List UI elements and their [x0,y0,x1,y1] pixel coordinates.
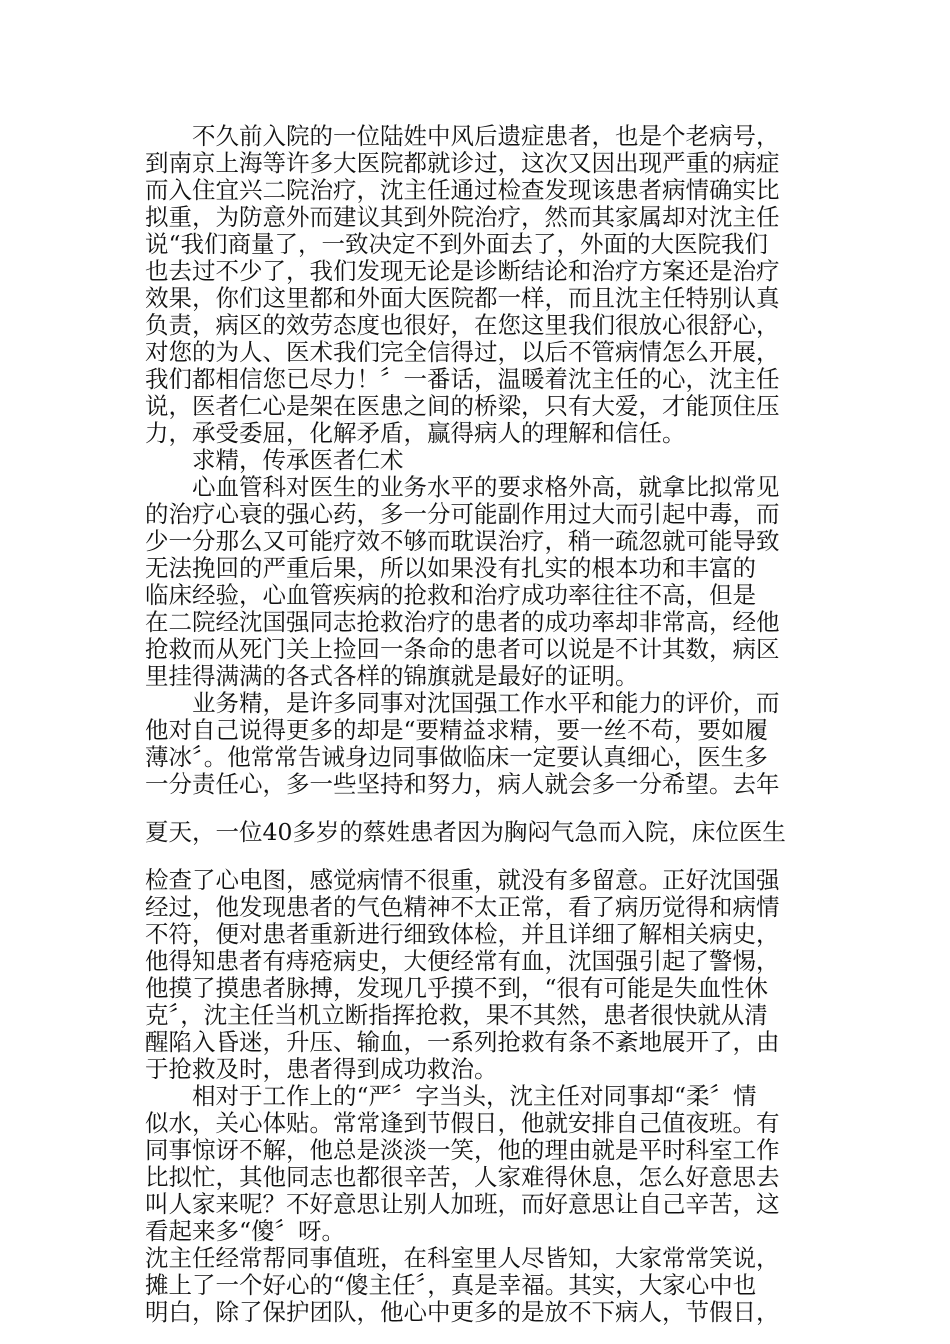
text-line: 对您的为人、医术我们完全信得过，以后不管病情怎么开展， [145,338,780,366]
text-line: 抢救而从死门关上捡回一条命的患者可以说是不计其数，病区 [145,635,780,663]
text-line: 力，承受委屈，化解矛盾，赢得病人的理解和信任。 [145,419,686,447]
text-line: 业务精，是许多同事对沈国强工作水平和能力的评价，而 [145,689,780,717]
text-line: 于抢救及时，患者得到成功救治。 [145,1055,498,1083]
text-line: 他摸了摸患者脉搏，发现几乎摸不到，“很有可能是失血性休 [145,974,769,1002]
text-line: 克〞，沈主任当机立断指挥抢救，果不其然，患者很快就从清 [145,1001,768,1029]
text-line: 他得知患者有痔疮病史，大便经常有血，沈国强引起了警惕， [145,947,780,975]
text-line: 效果，你们这里都和外面大医院都一样，而且沈主任特别认真 [145,284,780,312]
text-line: 里挂得满满的各式各样的锦旗就是最好的证明。 [145,662,639,690]
text-line: 负责，病区的效劳态度也很好，在您这里我们很放心很舒心， [145,311,780,339]
text-line: 一分责任心，多一些坚持和努力，病人就会多一分希望。去年 [145,770,780,798]
text-line: 醒陷入昏迷，升压、输血，一系列抢救有条不紊地展开了，由 [145,1028,780,1056]
text-line: 经过，他发现患者的气色精神不太正常，看了病历觉得和病情 [145,893,780,921]
text-line: 心血管科对医生的业务水平的要求格外高，就拿比拟常见 [145,473,780,501]
text-line: 看起来多“傻〞呀。 [145,1217,346,1245]
text-line: 说，医者仁心是架在医患之间的桥梁，只有大爱，才能顶住压 [145,392,780,420]
text-line: 而入住宜兴二院治疗，沈主任通过检查发现该患者病情确实比 [145,176,780,204]
text-line: 薄冰〞。他常常告诫身边同事做临床一定要认真细心，医生多 [145,743,768,771]
text-line: 也去过不少了，我们发现无论是诊断结论和治疗方案还是治疗 [145,257,780,285]
text-line: 说“我们商量了，一致决定不到外面去了，外面的大医院我们 [145,230,769,258]
text-line: 夏天，一位40多岁的蔡姓患者因为胸闷气急而入院，床位医生 [145,818,786,846]
text-line: 无法挽回的严重后果，所以如果没有扎实的根本功和丰富的 [145,554,756,582]
text-line: 少一分那么又可能疗效不够而耽误治疗，稍一疏忽就可能导致 [145,527,780,555]
text-line: 他对自己说得更多的却是“要精益求精，要一丝不苟，要如履 [145,716,769,744]
text-line: 叫人家来呢？不好意思让别人加班，而好意思让自己辛苦，这 [145,1190,780,1218]
text-line: 明白，除了保护团队，他心中更多的是放不下病人，节假日， [145,1298,780,1326]
text-line: 摊上了一个好心的“傻主任〞，真是幸福。其实，大家心中也 [145,1271,757,1299]
text-line: 临床经验，心血管疾病的抢救和治疗成功率往往不高，但是 [145,581,756,609]
text-line: 到南京上海等许多大医院都就诊过，这次又因出现严重的病症 [145,149,780,177]
text-line: 比拟忙，其他同志也都很辛苦，人家难得休息，怎么好意思去 [145,1163,780,1191]
text-line: 在二院经沈国强同志抢救治疗的患者的成功率却非常高，经他 [145,608,780,636]
text-line: 沈主任经常帮同事值班，在科室里人尽皆知，大家常常笑说， [145,1244,780,1272]
text-line: 检查了心电图，感觉病情不很重，就没有多留意。正好沈国强 [145,866,780,894]
text-line: 我们都相信您已尽力！〞一番话，温暖着沈主任的心，沈主任 [145,365,780,393]
text-line: 不符，便对患者重新进行细致体检，并且详细了解相关病史， [145,920,780,948]
text-line: 的治疗心衰的强心药，多一分可能副作用过大而引起中毒，而 [145,500,780,528]
text-line: 拟重，为防意外而建议其到外院治疗，然而其家属却对沈主任 [145,203,780,231]
section-heading: 求精，传承医者仁术 [145,446,404,474]
text-line: 似水，关心体贴。常常逢到节假日，他就安排自己值夜班。有 [145,1109,780,1137]
text-line: 不久前入院的一位陆姓中风后遗症患者，也是个老病号， [145,122,780,150]
text-line: 同事惊讶不解，他总是淡淡一笑，他的理由就是平时科室工作 [145,1136,780,1164]
text-line: 相对于工作上的“严〞字当头，沈主任对同事却“柔〞情 [145,1082,757,1110]
